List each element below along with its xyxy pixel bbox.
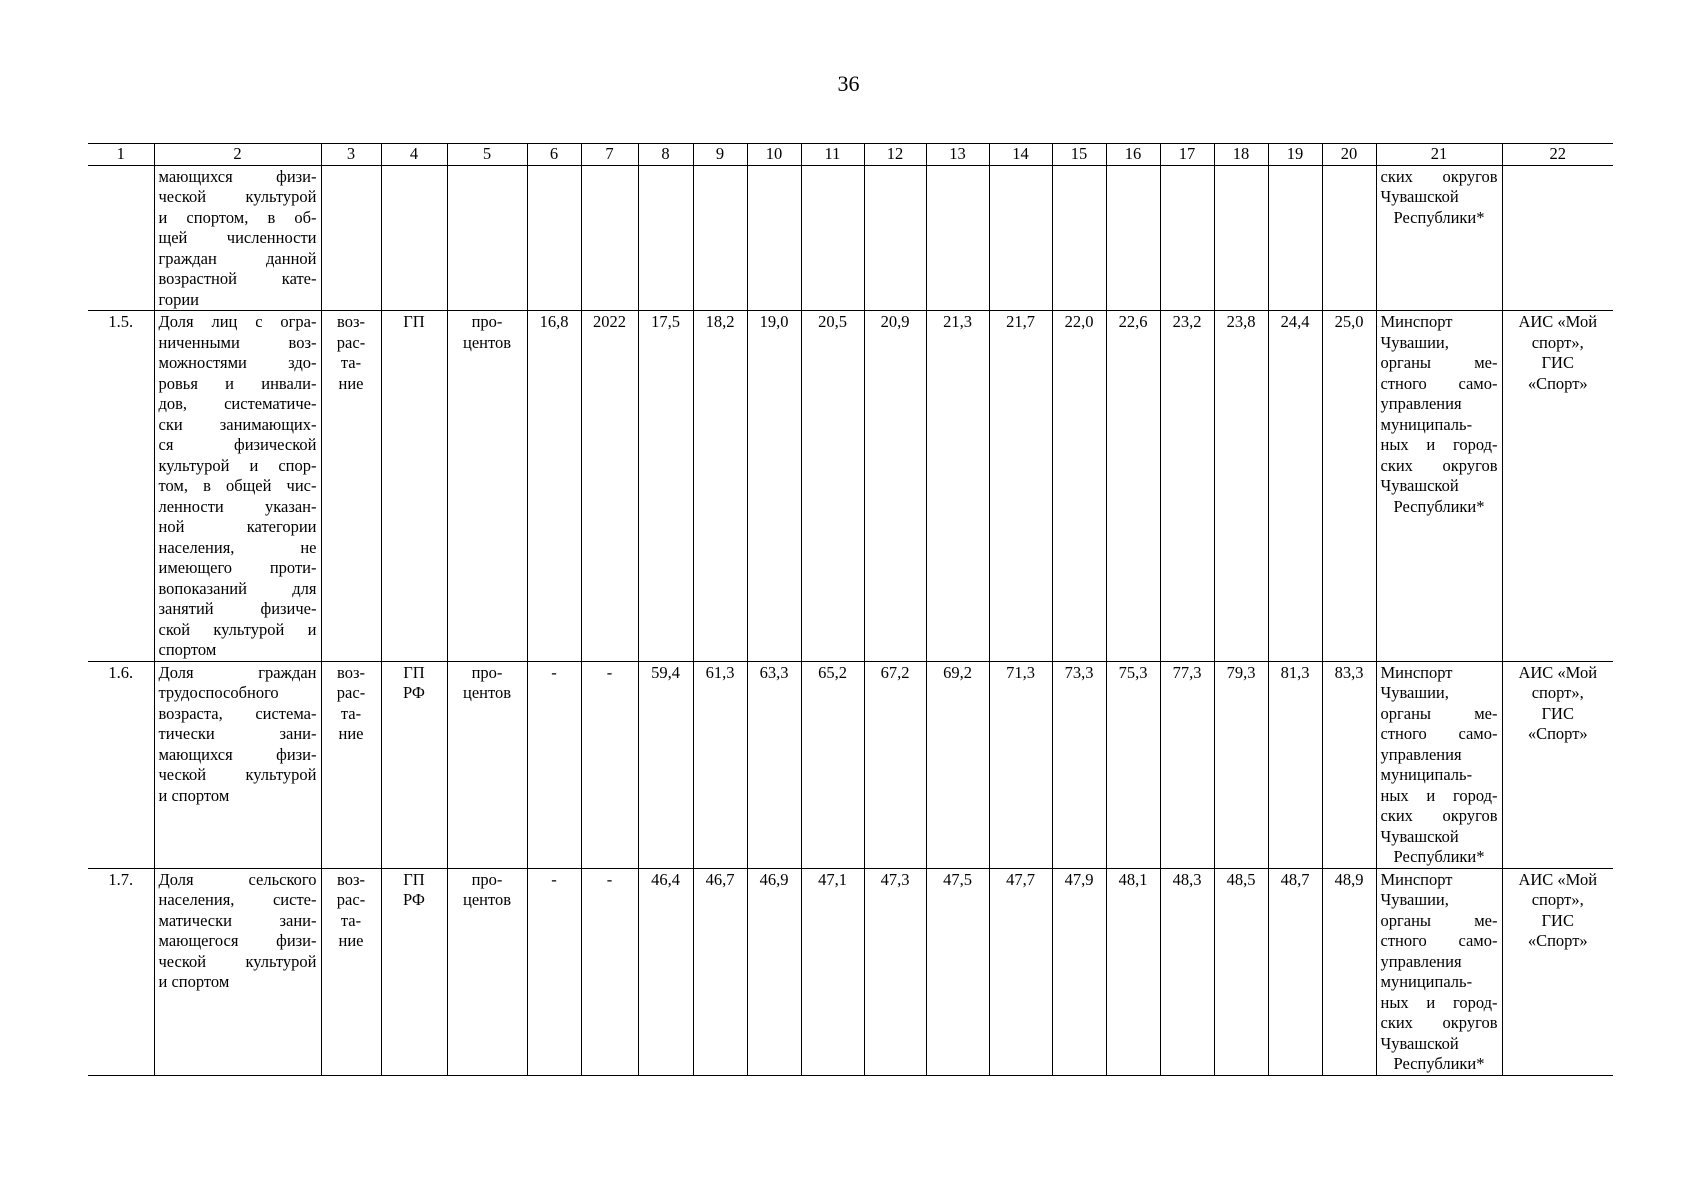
responsible-bodies-line: муниципаль-	[1380, 765, 1473, 784]
indicator-name-line: трудоспособного	[158, 683, 279, 702]
indicator-type-line: ГП	[403, 662, 425, 682]
responsible-bodies	[1376, 165, 1502, 311]
information-source-line: «Спорт»	[1527, 373, 1588, 393]
year-value: 18,2	[693, 311, 747, 662]
column-header-21: 21	[1376, 144, 1502, 166]
indicator-name-line: занятий физиче-	[158, 599, 317, 618]
year-value: 69,2	[926, 661, 989, 868]
column-header-19: 19	[1268, 144, 1322, 166]
responsible-bodies-line: Чувашской	[1380, 826, 1459, 846]
indicator-name-line: гории	[158, 289, 200, 309]
indicator-type-line: РФ	[403, 890, 425, 909]
column-header-13: 13	[926, 144, 989, 166]
information-source	[1502, 661, 1613, 868]
unit-of-measure-line: центов	[462, 332, 512, 352]
year-value: 24,4	[1268, 311, 1322, 662]
indicator-name-line: Доля сельского	[158, 869, 317, 889]
indicator-name	[154, 661, 321, 868]
year-value: 47,1	[801, 868, 864, 1075]
indicator-name-line: матически зани-	[158, 910, 317, 930]
table-row	[88, 311, 1613, 662]
indicator-name-line: можностями здо-	[158, 353, 317, 372]
information-source	[1502, 165, 1613, 311]
year-value	[747, 165, 801, 311]
unit-of-measure-line: про-	[471, 312, 503, 331]
indicator-name-line: ческой культурой	[158, 765, 317, 784]
year-value: 65,2	[801, 661, 864, 868]
indicator-name-line: Доля лиц с огра-	[158, 312, 317, 331]
information-source-line: ГИС	[1541, 703, 1574, 723]
responsible-bodies-line: ских округов	[1380, 455, 1498, 475]
responsible-bodies-line: муниципаль-	[1380, 414, 1473, 434]
year-value: 47,5	[926, 868, 989, 1075]
information-source-line: спорт»,	[1531, 332, 1584, 352]
responsible-bodies-line: стного само-	[1380, 724, 1498, 743]
indicator-name-line: культурой и спор-	[158, 455, 317, 475]
information-source	[1502, 868, 1613, 1075]
responsible-bodies-line: Минспорт	[1380, 869, 1453, 889]
year-value: 17,5	[638, 311, 693, 662]
indicator-table	[88, 143, 1613, 1076]
year-value: 75,3	[1106, 661, 1160, 868]
indicator-type-line: ГП	[403, 869, 425, 889]
column-header-1: 1	[88, 144, 154, 166]
base-value: 16,8	[527, 311, 581, 662]
year-value: 46,7	[693, 868, 747, 1075]
indicator-type	[381, 661, 447, 868]
year-value	[638, 165, 693, 311]
indicator-name-line: ся физической	[158, 435, 317, 454]
year-value	[1106, 165, 1160, 311]
year-value: 59,4	[638, 661, 693, 868]
responsible-bodies-line: ных и город-	[1380, 785, 1498, 805]
information-source-line: «Спорт»	[1527, 931, 1588, 950]
indicator-trend	[321, 311, 381, 662]
indicator-name-line: возрастной кате-	[158, 269, 317, 288]
indicator-name-line: ческой культурой	[158, 187, 317, 206]
year-value: 73,3	[1052, 661, 1106, 868]
indicator-name-line: ной категории	[158, 517, 317, 536]
indicator-number: 1.7.	[88, 868, 154, 1075]
year-value	[1268, 165, 1322, 311]
information-source	[1502, 311, 1613, 662]
year-value: 77,3	[1160, 661, 1214, 868]
indicator-name-line: мающихся физи-	[158, 166, 317, 186]
responsible-bodies-line: Минспорт	[1380, 312, 1453, 331]
indicator-name-line: ски занимающих-	[158, 414, 317, 434]
indicator-name-line: и спортом	[158, 972, 230, 991]
responsible-bodies-line: органы ме-	[1380, 353, 1498, 372]
column-header-5: 5	[447, 144, 527, 166]
responsible-bodies-line: Чувашской	[1380, 187, 1459, 206]
table-header-row	[88, 144, 1613, 166]
responsible-bodies-line: Республики*	[1393, 847, 1485, 866]
responsible-bodies	[1376, 311, 1502, 662]
year-value: 21,7	[989, 311, 1052, 662]
indicator-name-line: вопоказаний для	[158, 578, 317, 598]
year-value: 67,2	[864, 661, 926, 868]
year-value: 63,3	[747, 661, 801, 868]
column-header-8: 8	[638, 144, 693, 166]
information-source-line: ГИС	[1541, 353, 1574, 372]
year-value: 21,3	[926, 311, 989, 662]
year-value: 81,3	[1268, 661, 1322, 868]
indicator-name-line: ровья и инвали-	[158, 373, 317, 393]
indicator-trend	[321, 868, 381, 1075]
responsible-bodies-line: ных и город-	[1380, 435, 1498, 454]
year-value	[926, 165, 989, 311]
indicator-name-line: спортом	[158, 640, 217, 659]
year-value: 48,9	[1322, 868, 1376, 1075]
unit-of-measure-line: про-	[471, 869, 503, 889]
year-value: 22,6	[1106, 311, 1160, 662]
indicator-number: 1.6.	[88, 661, 154, 868]
unit-of-measure	[447, 165, 527, 311]
column-header-6: 6	[527, 144, 581, 166]
responsible-bodies-line: управления	[1380, 744, 1462, 764]
indicator-trend-line: ние	[338, 724, 364, 743]
base-year: 2022	[581, 311, 638, 662]
base-value: -	[527, 661, 581, 868]
base-year: -	[581, 868, 638, 1075]
indicator-trend-line: рас-	[336, 890, 366, 909]
responsible-bodies	[1376, 868, 1502, 1075]
responsible-bodies-line: Чувашии,	[1380, 890, 1449, 909]
responsible-bodies-line: Чувашии,	[1380, 683, 1449, 702]
indicator-number	[88, 165, 154, 311]
indicator-trend	[321, 165, 381, 311]
indicator-name-line: ниченными воз-	[158, 332, 317, 352]
table-row	[88, 868, 1613, 1075]
responsible-bodies-line: управления	[1380, 394, 1462, 413]
year-value	[864, 165, 926, 311]
indicator-number: 1.5.	[88, 311, 154, 662]
column-header-15: 15	[1052, 144, 1106, 166]
year-value: 48,1	[1106, 868, 1160, 1075]
indicator-trend-line: воз-	[337, 312, 365, 331]
column-header-16: 16	[1106, 144, 1160, 166]
indicator-trend-line: та-	[340, 703, 362, 723]
indicator-type-line: РФ	[403, 683, 425, 702]
year-value: 48,3	[1160, 868, 1214, 1075]
indicator-name-line: граждан данной	[158, 248, 317, 268]
indicator-trend-line: та-	[340, 910, 362, 930]
indicator-type-line: ГП	[403, 312, 425, 331]
year-value: 46,9	[747, 868, 801, 1075]
information-source-line: спорт»,	[1531, 683, 1584, 702]
year-value	[1160, 165, 1214, 311]
table-body	[88, 165, 1613, 1075]
column-header-14: 14	[989, 144, 1052, 166]
year-value: 48,5	[1214, 868, 1268, 1075]
information-source-line: ГИС	[1541, 910, 1574, 930]
column-header-2: 2	[154, 144, 321, 166]
base-year: -	[581, 661, 638, 868]
column-header-9: 9	[693, 144, 747, 166]
information-source-line: «Спорт»	[1527, 724, 1588, 743]
column-header-3: 3	[321, 144, 381, 166]
indicator-name-line: мающихся физи-	[158, 744, 317, 764]
responsible-bodies-line: ских округов	[1380, 166, 1498, 186]
indicator-trend-line: ние	[338, 931, 364, 950]
responsible-bodies	[1376, 661, 1502, 868]
year-value: 47,7	[989, 868, 1052, 1075]
column-header-20: 20	[1322, 144, 1376, 166]
year-value: 46,4	[638, 868, 693, 1075]
responsible-bodies-line: органы ме-	[1380, 910, 1498, 930]
year-value	[1214, 165, 1268, 311]
year-value: 22,0	[1052, 311, 1106, 662]
responsible-bodies-line: муниципаль-	[1380, 972, 1473, 991]
column-header-22: 22	[1502, 144, 1613, 166]
information-source-line: АИС «Мой	[1518, 869, 1598, 889]
indicator-name-line: дов, систематиче-	[158, 394, 317, 413]
indicator-name	[154, 311, 321, 662]
year-value	[801, 165, 864, 311]
year-value: 47,3	[864, 868, 926, 1075]
year-value: 61,3	[693, 661, 747, 868]
responsible-bodies-line: стного само-	[1380, 373, 1498, 393]
table-row	[88, 165, 1613, 311]
year-value	[1322, 165, 1376, 311]
responsible-bodies-line: ских округов	[1380, 1013, 1498, 1032]
indicator-name-line: ской культурой и	[158, 619, 317, 639]
indicator-name-line: населения, систе-	[158, 890, 317, 909]
indicator-name-line: и спортом	[158, 785, 230, 805]
table-row	[88, 661, 1613, 868]
year-value: 19,0	[747, 311, 801, 662]
indicator-name-line: ленности указан-	[158, 496, 317, 516]
year-value: 23,2	[1160, 311, 1214, 662]
year-value: 23,8	[1214, 311, 1268, 662]
indicator-type	[381, 311, 447, 662]
responsible-bodies-line: ных и город-	[1380, 992, 1498, 1012]
information-source-line: спорт»,	[1531, 890, 1584, 909]
responsible-bodies-line: управления	[1380, 951, 1462, 971]
responsible-bodies-line: Республики*	[1393, 207, 1485, 227]
indicator-type	[381, 165, 447, 311]
year-value: 71,3	[989, 661, 1052, 868]
responsible-bodies-line: стного само-	[1380, 931, 1498, 950]
column-header-18: 18	[1214, 144, 1268, 166]
year-value: 20,5	[801, 311, 864, 662]
indicator-trend-line: воз-	[337, 869, 365, 889]
year-value	[693, 165, 747, 311]
column-header-11: 11	[801, 144, 864, 166]
indicator-trend-line: рас-	[336, 683, 366, 702]
column-header-17: 17	[1160, 144, 1214, 166]
unit-of-measure-line: центов	[462, 683, 512, 702]
responsible-bodies-line: Минспорт	[1380, 662, 1453, 682]
indicator-name-line: населения, не	[158, 537, 317, 557]
indicator-type	[381, 868, 447, 1075]
indicator-name	[154, 165, 321, 311]
year-value	[1052, 165, 1106, 311]
page-number: 36	[837, 71, 860, 96]
base-value: -	[527, 868, 581, 1075]
unit-of-measure	[447, 311, 527, 662]
year-value: 48,7	[1268, 868, 1322, 1075]
indicator-trend-line: рас-	[336, 332, 366, 352]
responsible-bodies-line: Чувашии,	[1380, 332, 1449, 352]
year-value: 83,3	[1322, 661, 1376, 868]
column-header-12: 12	[864, 144, 926, 166]
year-value	[989, 165, 1052, 311]
indicator-trend-line: та-	[340, 353, 362, 372]
responsible-bodies-line: Республики*	[1393, 496, 1485, 516]
indicator-trend-line: ние	[338, 373, 364, 393]
unit-of-measure-line: про-	[471, 662, 503, 682]
year-value: 79,3	[1214, 661, 1268, 868]
indicator-name-line: возраста, система-	[158, 703, 317, 723]
base-value	[527, 165, 581, 311]
responsible-bodies-line: ских округов	[1380, 806, 1498, 825]
indicator-name-line: имеющего проти-	[158, 558, 317, 577]
information-source-line: АИС «Мой	[1518, 662, 1598, 682]
unit-of-measure	[447, 868, 527, 1075]
responsible-bodies-line: Чувашской	[1380, 476, 1459, 495]
indicator-name-line: и спортом, в об-	[158, 207, 317, 227]
column-header-7: 7	[581, 144, 638, 166]
indicator-name-line: тически зани-	[158, 724, 317, 743]
unit-of-measure	[447, 661, 527, 868]
indicator-trend-line: воз-	[337, 662, 365, 682]
indicator-name-line: Доля граждан	[158, 662, 317, 682]
indicator-name-line: ческой культурой	[158, 951, 317, 971]
year-value: 47,9	[1052, 868, 1106, 1075]
responsible-bodies-line: органы ме-	[1380, 703, 1498, 723]
indicator-name-line: мающегося физи-	[158, 931, 317, 950]
responsible-bodies-line: Чувашской	[1380, 1033, 1459, 1053]
year-value: 20,9	[864, 311, 926, 662]
responsible-bodies-line: Республики*	[1393, 1054, 1485, 1073]
column-header-10: 10	[747, 144, 801, 166]
column-header-4: 4	[381, 144, 447, 166]
unit-of-measure-line: центов	[462, 890, 512, 909]
year-value: 25,0	[1322, 311, 1376, 662]
indicator-name-line: щей численности	[158, 228, 317, 247]
base-year	[581, 165, 638, 311]
indicator-name-line: том, в общей чис-	[158, 476, 317, 495]
indicator-trend	[321, 661, 381, 868]
information-source-line: АИС «Мой	[1518, 312, 1598, 331]
indicator-name	[154, 868, 321, 1075]
